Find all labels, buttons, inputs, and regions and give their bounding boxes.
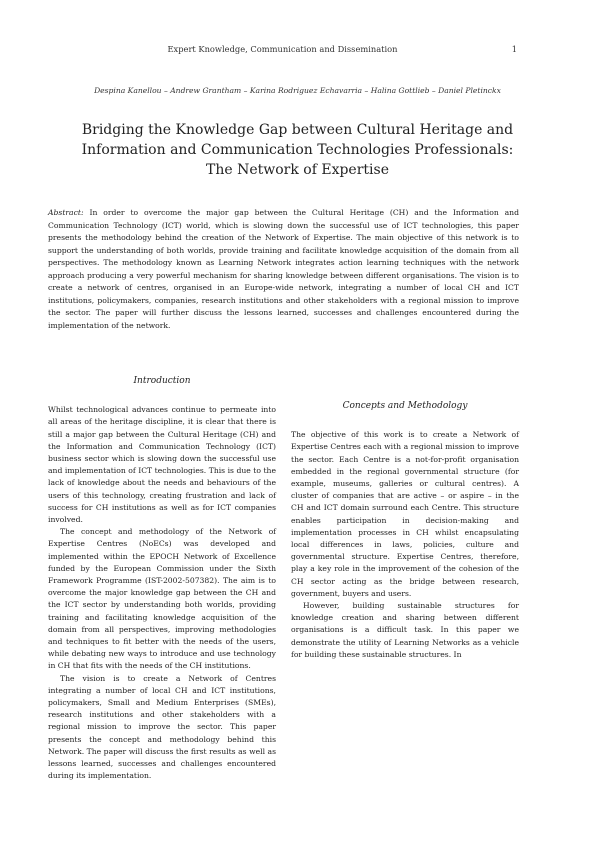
introduction-paragraph-2: The concept and methodology of the Network of Expertise Centres (NoECs) was developed and implemented within the EPOCH Network of Excellence funded by the European Commission under the Sixth Framework Programme (IST-2002-507382). The aim is to overcome the major knowledge gap between the CH and the ICT sector by understanding both worlds, providing training and facilitating knowledge acquisition of the domain from all perspectives, improving methodologies and techniques to fit better with the needs of the users, while debating new ways to introduce and use technology in CH that fits with the needs of the CH institutions. bbox=[48, 527, 276, 671]
concepts-heading: Concepts and Methodology bbox=[342, 401, 468, 411]
section-spacer bbox=[291, 375, 519, 400]
title-line-2: Information and Communication Technologies Professionals: bbox=[81, 142, 514, 158]
concepts-paragraph-1: The objective of this work is to create a Network of Expertise Centres each with a regional mission to improve the sector. Each Centre is a not-for-profit organisation embedded in the regional governmental structure (for example, museums, galleries or cultural centres). A cluster of companies that are active – or aspire – in the CH and ICT domain surround each Centre. This structure enables participation in decision-making and implementation processes in CH whilst encapsulating local differences in laws, policies, culture and governmental structure. Expertise Centres, therefore, play a key role in the improvement of the cohesion of the CH sector acting as the bridge between research, government, buyers and users. bbox=[291, 430, 519, 598]
left-column bbox=[48, 375, 276, 783]
running-header: Expert Knowledge, Communication and Dissemination bbox=[167, 44, 398, 54]
introduction-heading: Introduction bbox=[133, 376, 191, 386]
abstract-label: Abstract: bbox=[48, 208, 84, 217]
abstract bbox=[48, 207, 519, 332]
introduction-paragraph-3: The vision is to create a Network of Centres integrating a number of local CH and ICT institutions, policymakers, Small and Medium Enterprises (SMEs), research institutions and other stakeholders with a regional mission to improve the sector. This paper presents the concept and methodology behind this Network. The paper will discuss the first results as well as lessons learned, successes and challenges encountered during its implementation. bbox=[48, 673, 276, 781]
title-line-1: Bridging the Knowledge Gap between Cultural Heritage and bbox=[81, 122, 514, 138]
author-list: Despina Kanellou – Andrew Grantham – Karina Rodriguez Echavarria – Halina Gottlieb – Daniel Pletinckx bbox=[94, 86, 501, 95]
paper-title bbox=[48, 120, 547, 180]
right-column bbox=[291, 375, 519, 661]
title-line-3: The Network of Expertise bbox=[206, 162, 389, 178]
abstract-text: In order to overcome the major gap between the Cultural Heritage (CH) and the Information and Communication Technology (ICT) world, which is slowing down the successful use of ICT technologies, this paper presents the methodology behind the creation of the Network of Expertise. The main objective of this network is to support the understanding of both worlds, provide training and facilitate knowledge acquisition of the domain from all perspectives. The methodology known as Learning Network integrates action learning techniques with the network approach producing a very powerful mechanism for sharing knowledge between different organisations. The vision is to create a network of centres, organised in an Europe-wide network, integrating a number of local CH and ICT institutions, policymakers, companies, research institutions and other stakeholders with a regional mission to improve the sector. The paper will further discuss the lessons learned, successes and challenges encountered during the implementation of the network. bbox=[48, 208, 519, 330]
concepts-paragraph-2: However, building sustainable structures for knowledge creation and sharing between different organisations is a difficult task. In this paper we demonstrate the utility of Learning Networks as a vehicle for building these sustainable structures. In bbox=[291, 601, 519, 659]
page-number: 1 bbox=[511, 44, 517, 54]
introduction-paragraph-1: Whilst technological advances continue to permeate into all areas of the heritage discipline, it is clear that there is still a major gap between the Cultural Heritage (CH) and the Information and Communication Technology (ICT) business sector which is slowing down the successful use and implementation of ICT technologies. This is due to the lack of knowledge about the needs and behaviours of the users of this technology, creating frustration and lack of success for CH institutions as well as for ICT companies involved. bbox=[48, 405, 276, 525]
